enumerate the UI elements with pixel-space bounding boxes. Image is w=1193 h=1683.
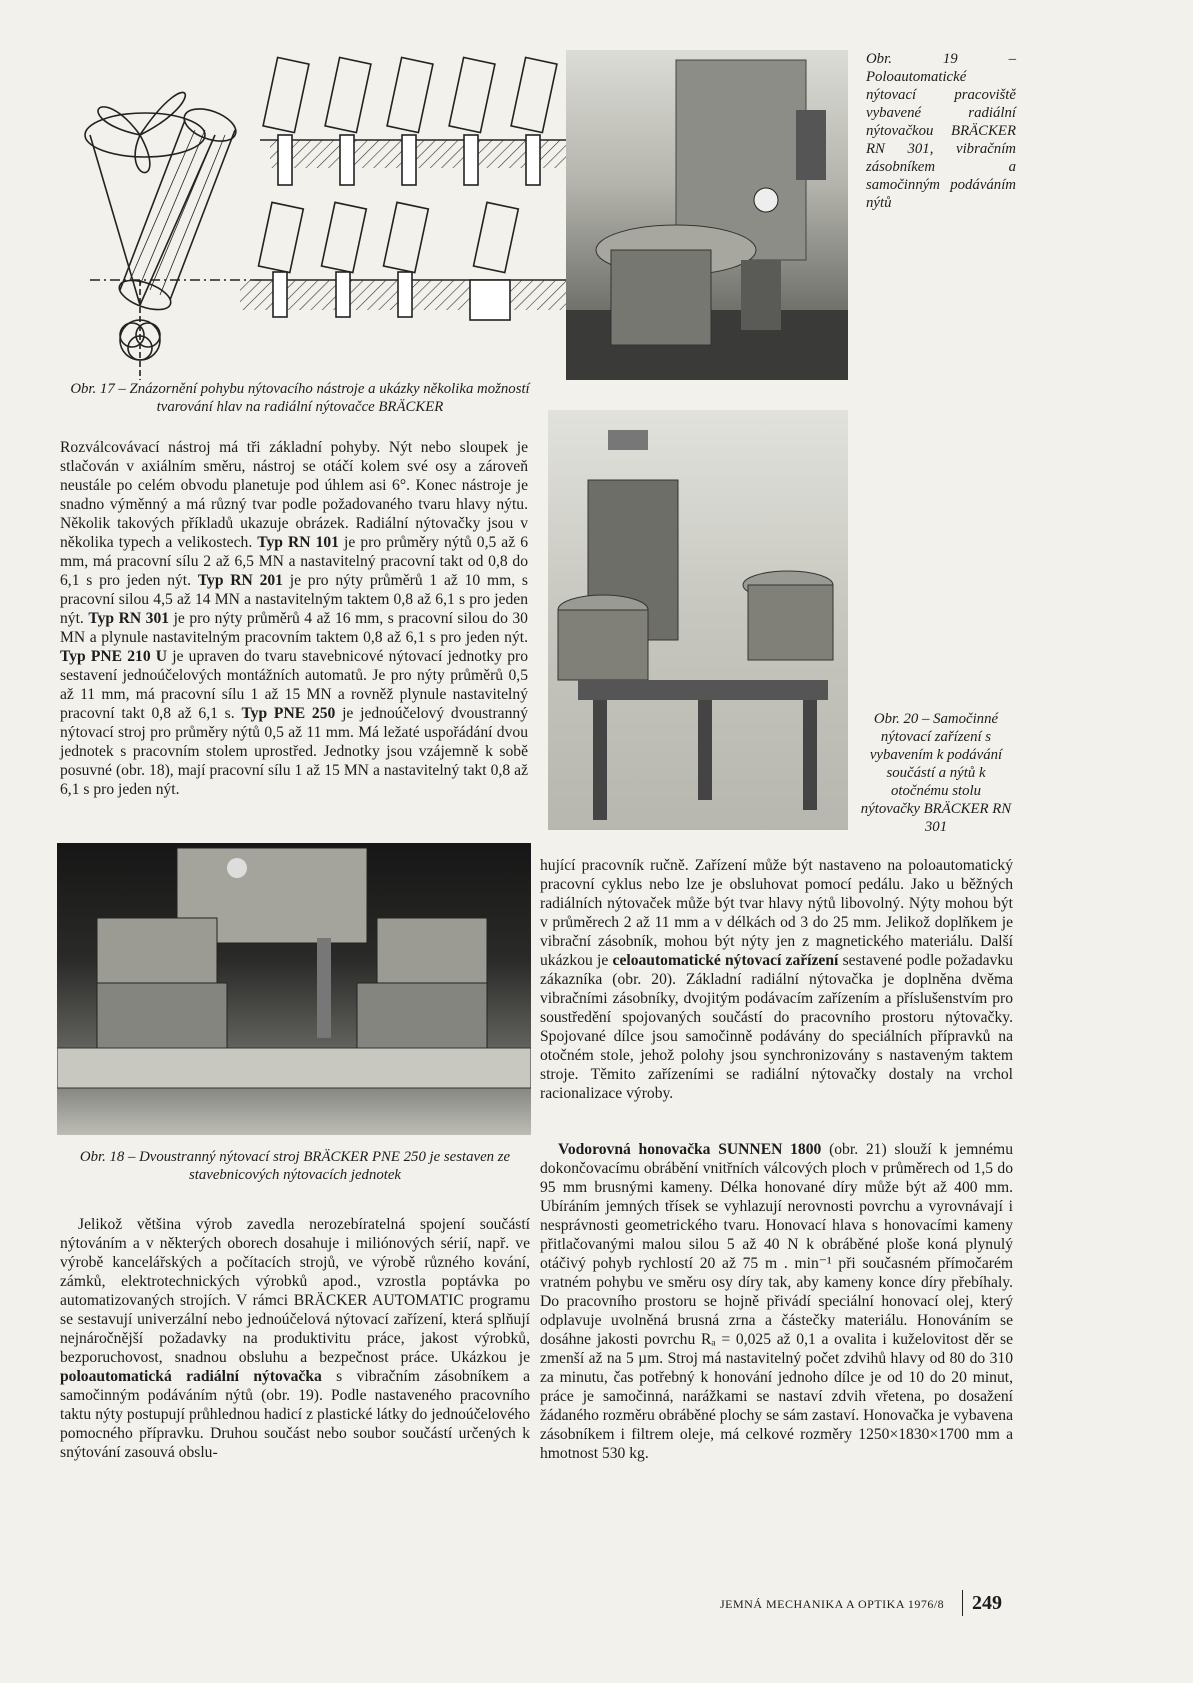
paragraph-automation xyxy=(60,1215,530,1462)
right-column-middle-text xyxy=(540,856,1013,1103)
paragraph-rn-types xyxy=(60,438,528,799)
double-rivet-machine-icon xyxy=(57,843,531,1135)
text-run: Jelikož většina výrob zavedla nerozebíratelná spojení součástí nýtováním a v některých oborech dosahuje i miliónových sérií, např. ve výrobě kancelářských a počítacích strojů, ve výrobě různého kování, zámků, elektrotechnických výrobků apod., vzrostla poptávka po automatizovaných strojích. V rámci BRÄCKER AUTOMATIC programu se sestavují univerzální nebo jednoúčelová nýtovací zařízení, která splňují nejnáročnější požadavky na produktivitu práce, jakost výrobků, bezporuchovost, snadnou obsluhu a bezpečnost práce. Ukázkou je xyxy=(60,1216,530,1366)
fig18-photo xyxy=(57,843,531,1135)
paragraph-continuation xyxy=(540,856,1013,1103)
text-run: sestavené podle požadavku zákazníka (obr. 20). Základní radiální nýtovačka je doplněna dvěma vibračními zásobníky, dvojitým podávacím zařízením a příslušenstvím pro soustředění spojovaných součástí do pracovního prostoru nýtovačky. Spojované dílce jsou samočinně podávány do speciálních přípravků na otočném stole, jehož polohy jsou synchronizovány s nastaveným taktem stroje. Těmito zařízeními se radiální nýtovačky dostaly na vrchol racionalizace výroby. xyxy=(540,952,1013,1102)
fig17-drawing xyxy=(60,40,590,390)
fig20-caption-label: Obr. 20 xyxy=(873,711,919,727)
fig18-caption-label: Obr. 18 xyxy=(79,1149,125,1165)
type-pne250: Typ PNE 250 xyxy=(241,705,336,722)
text-run: Rozválcovávací nástroj má tři základní pohyby. Nýt nebo sloupek je stlačován v axiálním směru, nástroj se otáčí kolem své osy a zároveň neustále po celém obvodu planetuje pod úhlem asi 6°. Konec nástroje je snadno výměnný a má různý tvar podle požadovaného tvaru hlavy nýtu. Několik takových příkladů ukazuje obrázek. Radiální nýtovačky jsou v několika typech a velikostech. xyxy=(60,439,528,551)
fig17-caption-text: – Znázornění pohybu nýtovacího nástroje a ukázky několika možností tvarování hlav na radiální nýtovačce BRÄCKER xyxy=(114,381,530,415)
text-run: je pro průměry nýtů 0,5 až 6 mm, má pracovní sílu 2 až 6,5 MN a nastavitelný pracovní takt od 0,8 do 6,1 s pro jeden nýt. xyxy=(60,534,528,589)
right-column-bottom-text xyxy=(540,1140,1013,1463)
page-number: 249 xyxy=(972,1592,1002,1614)
fig18-caption xyxy=(60,1148,530,1184)
fig19-caption-label: Obr. 19 xyxy=(866,51,958,67)
fig17-caption-label: Obr. 17 xyxy=(70,381,115,397)
left-column-top-text xyxy=(60,438,528,799)
paragraph-sunnen xyxy=(540,1140,1013,1463)
fig20-caption xyxy=(860,710,1012,836)
text-run: s vibračním zásobníkem a samočinným podáváním nýtů (obr. 19). Podle nastaveného pracovního taktu nýty postupují průhlednou hadicí z plastické látky do jednoúčelového pomocného přípravku. Druhou součást nebo soubor součástí určených k snýtování zasouvá obslu- xyxy=(60,1368,530,1461)
fig19-caption xyxy=(866,50,1016,212)
bold-term: celoautomatické nýtovací zařízení xyxy=(612,952,839,969)
type-rn101: Typ RN 101 xyxy=(257,534,339,551)
left-column-bottom-text xyxy=(60,1215,530,1462)
text-run: hující pracovník ručně. Zařízení může být nastaveno na poloautomatický pracovní cyklus nebo lze je obsluhovat pomocí pedálu. Jako u běžných radiálních nýtovaček může být tvar hlavy nýtů libovolný. Nýty mohou být v průměrech 2 až 11 mm a v délkách od 3 do 25 mm. Jelikož doplňkem je vibrační zásobník, mohou být nýty jen z magnetického materiálu. Další ukázkou je xyxy=(540,857,1013,969)
text-run: je jednoúčelový dvoustranný nýtovací stroj pro průměry nýtů 0,5 až 11 mm. Má ležaté uspořádání dvou jednotek s pracovním stolem uprostřed. Jednotky jsou vzájemně k sobě posuvné (obr. 18), mají pracovní sílu 1 až 15 MN a nastavitelný takt 0,8 až 6,1 s pro jeden nýt. xyxy=(60,705,528,798)
text-run: je upraven do tvaru stavebnicové nýtovací jednotky pro sestavení jednoúčelových montážních automatů. Je pro nýty průměrů 0,5 až 11 mm, má pracovní sílu 1 až 15 MN a rovněž plynule nastavitelný pracovní takt 0,8 až 6,1 s. xyxy=(60,648,528,722)
text-run: (obr. 21) slouží k jemnému dokončovacímu obrábění vnitřních válcových ploch v průměrech od 1,5 do 95 mm brusnými kameny. Délka honované díry může být až 400 mm. Ubíráním jemných třísek se vyhlazují nerovnosti povrchu a vyrovnávají i nesprávnosti geometrického tvaru. Honovací hlava s honovacími kameny přitlačovanými malou silou 5 až 40 N k obráběné ploše koná plynulý otáčivý pohyb rychlostí 20 až 75 m . min⁻¹ při současném přímočarém vratném pohybu ve směru osy díry tak, aby kameny konce díry přebíhaly. Do pracovního prostoru se hojně přivádí speciální honovací olej, který odplavuje uvolněná brusná zrna a částečky materiálu. Honováním se dosáhne jakosti povrchu Rₐ = 0,025 až 0,1 a ovalita i kuželovitost děr se zmenší až na 5 µm. Stroj má nastavitelný počet zdvihů hlavy od 80 do 310 za minutu, čas potřebný k honování jednoho dílce je od 10 do 20 minut, práce je samočinná, narážkami se nastaví zdvih vřetena, po dosažení žádaného rozměru obráběné plochy se sám zastaví. Honovačka je vybavena zásobníkem i filtrem oleje, má celkové rozměry 1250×1830×1700 mm a hmotnost 530 kg. xyxy=(540,1141,1013,1462)
type-rn301: Typ RN 301 xyxy=(88,610,170,627)
bold-term: Vodorovná honovačka SUNNEN 1800 xyxy=(558,1141,822,1158)
fig18-caption-text: – Dvoustranný nýtovací stroj BRÄCKER PNE 250 je sestaven ze stavebnicových nýtovacích jednotek xyxy=(124,1149,511,1183)
fig20-caption-text: – Samočinné nýtovací zařízení s vybavením k podávání součástí a nýtů k otočnému stolu nýtovačky BRÄCKER RN 301 xyxy=(860,711,1012,835)
type-rn201: Typ RN 201 xyxy=(197,572,283,589)
fig17-caption xyxy=(60,380,540,416)
automatic-rivet-station-icon xyxy=(548,410,848,830)
type-pne210u: Typ PNE 210 U xyxy=(60,648,168,665)
rivet-machine-icon xyxy=(566,50,848,380)
footer-journal: JEMNÁ MECHANIKA A OPTIKA 1976/8 xyxy=(720,1597,945,1611)
fig20-photo xyxy=(548,410,848,830)
bold-term: poloautomatická radiální nýtovačka xyxy=(60,1368,322,1385)
text-run: je pro nýty průměrů 1 až 10 mm, s pracovní silou 4,5 až 14 MN a nastavitelným taktem 0,8 až 6,1 s pro jeden nýt. xyxy=(60,572,528,627)
text-run: je pro nýty průměrů 4 až 16 mm, s pracovní silou do 30 MN a plynule nastavitelným pracovním taktem 0,8 až 6,1 s pro jeden nýt. xyxy=(60,610,528,646)
fig19-caption-text: – Poloautomatické nýtovací pracoviště vybavené radiální nýtovačkou BRÄCKER RN 301, vibračním zásobníkem a samočinným podáváním nýtů xyxy=(866,51,1016,211)
footer-divider xyxy=(962,1590,963,1616)
fig19-photo xyxy=(566,50,848,380)
